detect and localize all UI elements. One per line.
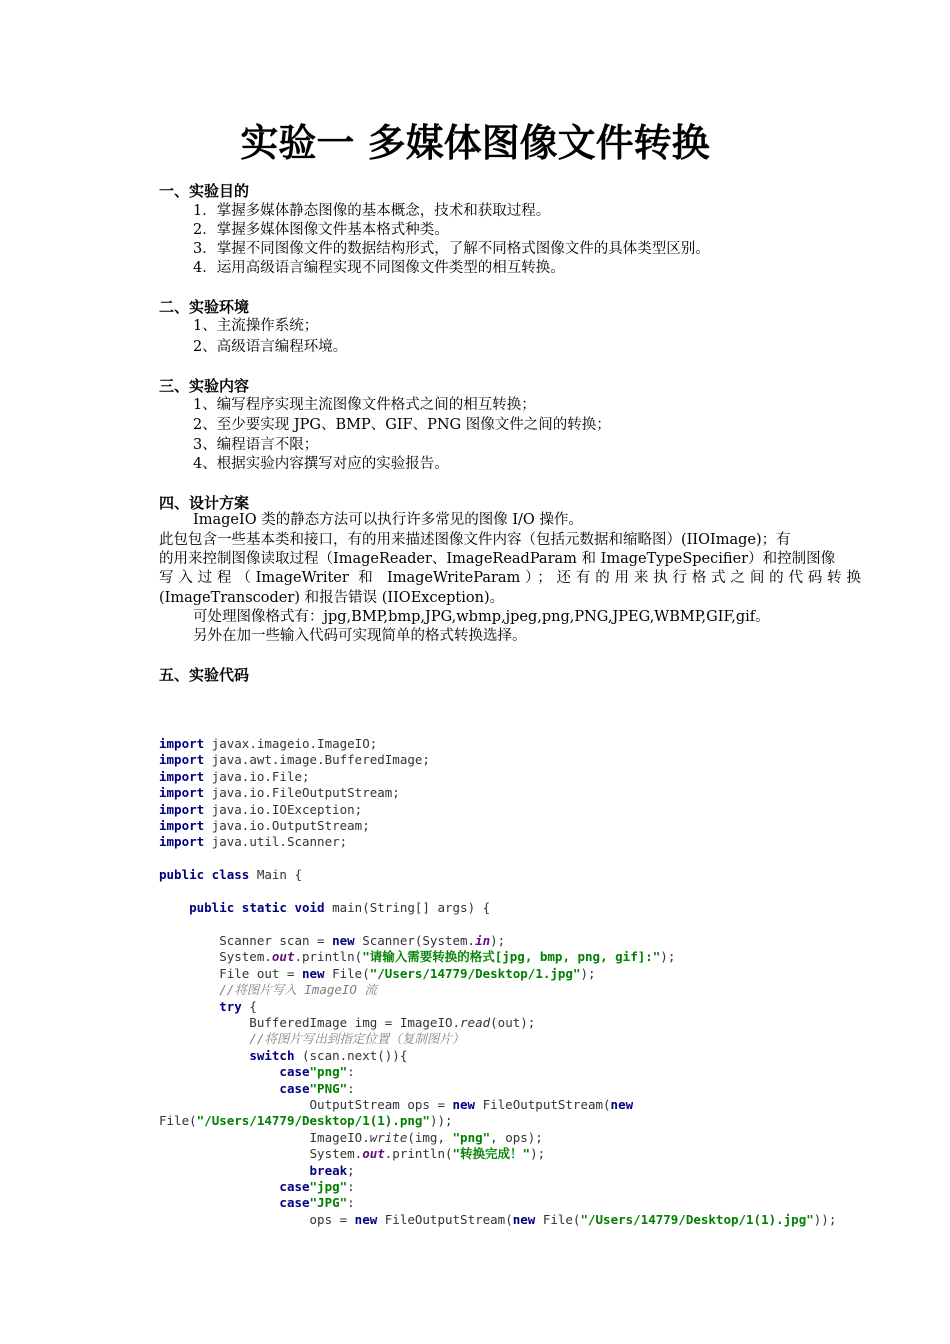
code-token	[159, 900, 189, 915]
code-token: OutputStream ops =	[159, 1096, 453, 1112]
code-line	[159, 1195, 836, 1211]
code-token: "/Users/14779/Desktop/1(1).jpg"	[580, 1211, 814, 1227]
list-item: 2．掌握多媒体图像文件基本格式种类。	[193, 222, 449, 238]
code-token: javax.imageio.ImageIO;	[211, 736, 378, 751]
paragraph-text: 另外在加一些输入代码可实现简单的格式转换选择。	[193, 628, 527, 644]
code-token: System.	[159, 1146, 363, 1162]
list-item: 4、根据实验内容撰写对应的实验报告。	[193, 456, 449, 472]
code-token: .println(	[294, 949, 363, 965]
code-line	[159, 949, 836, 965]
paragraph-text: 可处理图像格式有：jpg,BMP,bmp,JPG,wbmp,jpeg,png,PNG,JPEG,WBMP,GIF,gif。	[193, 609, 770, 625]
list-item: 3．掌握不同图像文件的数据结构形式，了解不同格式图像文件的具体类型区别。	[193, 241, 710, 257]
code-token: );	[490, 932, 506, 948]
code-line	[159, 999, 836, 1015]
code-token: java.io.IOException;	[211, 801, 363, 817]
code-token: ImageIO.	[159, 1129, 370, 1145]
code-token: case	[279, 1195, 310, 1211]
code-line	[159, 900, 836, 916]
paragraph-line: 的用来控制图像读取过程（ImageReader、ImageReadParam 和 ImageTypeSpecifier）和控制图像	[159, 551, 836, 567]
code-token: case	[279, 1178, 310, 1194]
code-line	[159, 1179, 836, 1195]
code-token	[159, 1179, 279, 1194]
code-token: case	[279, 1080, 310, 1096]
code-token: );	[580, 965, 596, 981]
code-token: public class	[159, 867, 257, 883]
code-line	[159, 1031, 836, 1047]
paragraph-line	[159, 511, 861, 531]
code-line	[159, 834, 836, 850]
code-token	[159, 999, 219, 1014]
code-token: "转换完成！"	[452, 1146, 531, 1162]
code-token	[159, 1064, 279, 1079]
code-line	[159, 884, 836, 900]
code-token: //将图片写出到指定位置（复制图片）	[159, 1031, 465, 1047]
code-token: .println(	[384, 1146, 453, 1162]
code-line	[159, 1212, 836, 1228]
code-token: (out);	[490, 1014, 536, 1030]
code-token: ;	[347, 1162, 355, 1178]
code-token: java.io.OutputStream;	[211, 818, 370, 834]
code-token: Scanner(System.	[362, 932, 476, 948]
paragraph-line	[159, 608, 861, 628]
code-line	[159, 802, 836, 818]
code-token: FileOutputStream(	[482, 1096, 611, 1112]
code-token	[159, 1195, 279, 1210]
code-token: new	[302, 965, 333, 981]
list-item: 2、至少要实现 JPG、BMP、GIF、PNG 图像文件之间的转换；	[193, 417, 611, 433]
code-token: import	[159, 736, 212, 751]
code-token: "JPG"	[309, 1195, 348, 1211]
code-token: new	[512, 1211, 543, 1227]
code-token: java.io.FileOutputStream;	[211, 785, 400, 801]
paragraph-text: ImageIO 类的静态方法可以执行许多常见的图像 I/O 操作。	[193, 512, 583, 528]
code-token: );	[660, 949, 676, 965]
code-token	[159, 1163, 310, 1178]
section-heading-code: 五、实验代码	[159, 666, 250, 684]
code-line	[159, 1081, 836, 1097]
code-token: main(String[] args) {	[332, 900, 491, 916]
code-token: "/Users/14779/Desktop/1(1).png"	[196, 1113, 430, 1129]
code-token: Main {	[256, 867, 302, 883]
code-token: "请输入需要转换的格式[jpg, bmp, png, gif]:"	[362, 949, 661, 965]
document-title: 实验一 多媒体图像文件转换	[240, 121, 710, 165]
code-token: );	[530, 1146, 546, 1162]
code-token: BufferedImage img = ImageIO.	[159, 1014, 461, 1030]
paragraph-line	[159, 627, 861, 647]
code-line	[159, 867, 836, 883]
code-line	[159, 966, 836, 982]
code-token: import	[159, 785, 212, 801]
code-token: java.awt.image.BufferedImage;	[211, 752, 430, 768]
list-item: 2、高级语言编程环境。	[193, 339, 348, 355]
code-token: import	[159, 834, 212, 850]
list-item: 1、编写程序实现主流图像文件格式之间的相互转换；	[193, 397, 536, 413]
code-line	[159, 851, 836, 867]
code-token: try	[219, 998, 242, 1014]
code-token: import	[159, 801, 212, 817]
code-token: (scan.next()){	[294, 1047, 408, 1063]
list-item: 4．运用高级语言编程实现不同图像文件类型的相互转换。	[193, 260, 565, 276]
code-token: "jpg"	[309, 1178, 348, 1194]
code-token	[159, 1048, 249, 1063]
code-line	[159, 1163, 836, 1179]
code-token: FileOutputStream(	[384, 1211, 513, 1227]
code-line	[159, 1048, 836, 1064]
code-line	[159, 1015, 836, 1031]
code-token: new	[354, 1211, 385, 1227]
list-item: 3、编程语言不限；	[193, 437, 319, 453]
code-token: Scanner scan =	[159, 932, 333, 948]
code-line	[159, 1064, 836, 1080]
paragraph-line: (ImageTranscoder) 和报告错误 (IIOException)。	[159, 590, 505, 606]
code-token: ));	[429, 1113, 453, 1129]
code-token: File(	[542, 1211, 581, 1227]
code-token: new	[452, 1096, 483, 1112]
code-line	[159, 736, 836, 752]
code-token: write	[369, 1129, 408, 1145]
code-line	[159, 982, 836, 998]
code-token: "png"	[452, 1129, 491, 1145]
code-token: "PNG"	[309, 1080, 348, 1096]
code-token: import	[159, 752, 212, 768]
code-token	[159, 1081, 279, 1096]
code-token: :	[347, 1178, 355, 1194]
code-token: java.util.Scanner;	[211, 834, 348, 850]
code-line	[159, 818, 836, 834]
code-token: switch	[249, 1047, 295, 1063]
section-heading-purpose: 一、实验目的	[159, 182, 250, 200]
code-token: System.	[159, 949, 272, 965]
code-token: out	[271, 949, 295, 965]
code-token: :	[347, 1080, 355, 1096]
code-line	[159, 1113, 836, 1129]
code-line	[159, 752, 836, 768]
section-heading-environment: 二、实验环境	[159, 298, 250, 316]
code-token: import	[159, 818, 212, 834]
code-token: in	[475, 932, 491, 948]
code-token: "png"	[309, 1064, 348, 1080]
code-token: break	[309, 1162, 348, 1178]
code-token: public static void	[189, 900, 333, 916]
code-token: {	[241, 998, 257, 1014]
code-token: case	[279, 1064, 310, 1080]
code-token: File(	[332, 965, 370, 981]
code-token: (img,	[407, 1129, 453, 1145]
code-line	[159, 1130, 836, 1146]
code-token: File(	[159, 1113, 197, 1129]
code-token: java.io.File;	[211, 768, 310, 784]
section-heading-design: 四、设计方案	[159, 494, 250, 512]
list-item: 1、主流操作系统；	[193, 318, 319, 334]
code-token: //将图片写入 ImageIO 流	[159, 982, 377, 998]
code-token: ops =	[159, 1211, 355, 1227]
code-line	[159, 1146, 836, 1162]
code-token: File out =	[159, 965, 302, 981]
code-token: new	[332, 932, 363, 948]
section-heading-content: 三、实验内容	[159, 377, 250, 395]
code-token: :	[347, 1195, 355, 1211]
code-line	[159, 933, 836, 949]
code-line	[159, 769, 836, 785]
code-token: out	[362, 1146, 385, 1162]
code-token: read	[460, 1014, 491, 1030]
list-item: 1．掌握多媒体静态图像的基本概念，技术和获取过程。	[193, 203, 551, 219]
paragraph-line: 写入过程（ImageWriter 和 ImageWriteParam）；还有的用来执行格式之间的代码转换	[159, 570, 861, 586]
code-token: ));	[813, 1211, 837, 1227]
code-token: , ops);	[490, 1129, 543, 1145]
code-block	[159, 736, 836, 1228]
code-token: import	[159, 768, 212, 784]
code-token: new	[610, 1096, 634, 1112]
paragraph-line: 此包包含一些基本类和接口，有的用来描述图像文件内容（包括元数据和缩略图）(IIOImage)；有	[159, 532, 791, 548]
code-line	[159, 785, 836, 801]
code-line	[159, 1097, 836, 1113]
code-token: :	[347, 1064, 355, 1080]
code-token: "/Users/14779/Desktop/1.jpg"	[369, 965, 581, 981]
code-line	[159, 916, 836, 932]
